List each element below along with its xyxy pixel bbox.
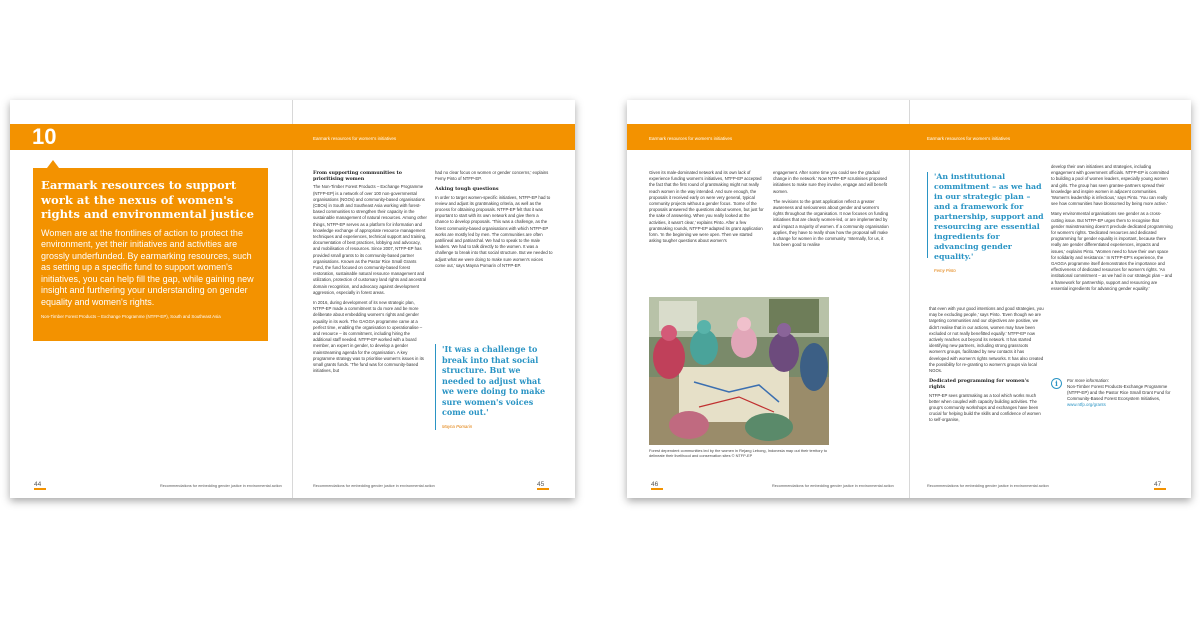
page-number-rule: [1154, 488, 1166, 490]
pull-quote: [934, 172, 1046, 276]
page-number-rule: [651, 488, 663, 490]
section-heading: Asking tough questions: [435, 186, 499, 193]
section-heading: From supporting communities to prioritising women: [313, 170, 402, 183]
pull-quote-author: Femy Pinto: [934, 268, 956, 273]
callout-source: Non-Timber Forest Products – Exchange Programme (NTFP-EP), South and Southeast Asia: [41, 314, 221, 319]
text-column-1: [649, 170, 765, 248]
page-number-right: 45: [537, 481, 545, 488]
paragraph: Given its male-dominated network and its own lack of experience funding women's initiatives, NTFP-EP accepted the fact that the first round of grantmaking might not really reach women in the way intended. And sure enough, the proposals it received early on were very general, typical community projects without a gender focus. 'Some of the proposals answered the questions about women, but just for the sake of answering. When you really looked at the activities, it wasn't clear,' explains Pinto. After a few grantmaking rounds, NTFP-EP adapted its grant application form. 'In the beginning we were open. Then we started asking tougher questions about women's: [649, 170, 764, 244]
page-footer: Recommendations for embedding gender justice in environmental action: [772, 484, 894, 488]
spread-pages-44-45: [10, 100, 575, 498]
pull-quote-author: Mayna Pomarin: [442, 423, 473, 429]
paragraph: engagement. After some time you could see the gradual change in the network.' Now NTFP-EP scrutinises proposed initiatives to make sure they involve, engage and will benefit women.: [773, 170, 887, 194]
section-heading: Dedicated programming for women's rights: [929, 378, 1029, 391]
paragraph: Many environmental organisations see gender as a cross-cutting issue. But NTFP-EP urges them to recognise that gender mainstreaming doesn't preclude dedicated programming for women's rights. 'Dedicated resources and dedicated programming for gender equality is important, because there really are gender differentiated experiences, impacts and issues,' explains Pinto. 'Women need to have their own space for solidarity and resistance.' In NTFP-EP's experience, the GAGGA programme itself demonstrates the importance and effectiveness of dedicated resources for women's rights. 'An institutional commitment – as we had in our strategic plan – and a framework for partnership, support and resourcing are essential ingredients for advancing gender equality.': [1051, 211, 1173, 291]
spread-pages-46-47: [627, 100, 1191, 498]
info-link[interactable]: www.ntfp.org/grants: [1067, 402, 1106, 407]
info-icon: i: [1051, 378, 1062, 389]
page-gutter: [909, 100, 910, 498]
callout-title: Earmark resources to support work at the nexus of women's rights and environmental justice: [41, 178, 254, 221]
photo-caption: Forest dependent communities led by the women in Rejang Lebong, Indonesia map out their territory to delineate their livelihood and conservation sites © NTFP-EP: [649, 448, 827, 458]
text-column-4: [1051, 164, 1173, 296]
page-footer: Recommendations for embedding gender justice in environmental action: [313, 484, 435, 488]
chapter-header-bar: [10, 124, 575, 150]
callout-box: [33, 168, 268, 341]
page-number-left: 44: [34, 481, 42, 488]
callout-pointer: [47, 160, 59, 168]
text-column-2: [435, 170, 553, 273]
callout-lead: Women are at the frontlines of action to protect the environment, yet their initiatives and activities are grossly underfunded. By earmarking resources, such as setting up a specific fund to support women's initiatives, you can help fill the gap, while gaining new insight and furthering your understanding on gender equality and women's rights.: [41, 227, 254, 307]
paragraph: NTFP-EP sees grantmaking as a tool which works much better when coupled with capacity building activities. The group's community workshops and exchanges have been crucial for helping build the skills and confidence of women to self-organise,: [929, 392, 1041, 423]
page-number-right: 47: [1154, 481, 1162, 488]
chapter-number: 10: [32, 124, 57, 149]
photo-illustration: [649, 297, 829, 445]
text-column-3: [929, 306, 1044, 428]
text-column-1: [313, 170, 428, 379]
page-number-left: 46: [651, 481, 659, 488]
page-footer: Recommendations for embedding gender justice in environmental action: [927, 484, 1049, 488]
running-head: Earmark resources for women's initiatives: [313, 136, 397, 141]
pull-quote: [442, 344, 554, 432]
info-text: [1067, 378, 1171, 408]
paragraph: that even with your good intentions and good strategies, you may be excluding people,' says Pinto. 'Even though we are targeting communities and our objectives are positive, we didn't realise that in our actions, women may have been excluded or not really benefitted equally.' NTFP-EP now actively reaches out beyond its network. It has started identifying new partners, including strong grassroots women's groups, facilitated by new contacts it has developed with women's rights networks. It has also created the possibility for re-granting to women's groups via local NGOs.: [929, 306, 1044, 374]
page-number-rule: [34, 488, 46, 490]
text-column-2: [773, 170, 889, 252]
paragraph: The revisions to the grant application reflect a greater awareness and seriousness about gender and women's rights throughout the organisation. It now focuses on funding initiatives that are clearly women-led, or are implemented by and impact a majority of women. If a community organisation applies, they have to really show how the proposal will make a change for women in the community. 'Internally, for us, it has been good to realise: [773, 198, 889, 248]
page-gutter: [292, 100, 293, 498]
photo-women-mapping-territory: [649, 297, 829, 445]
page-footer: Recommendations for embedding gender justice in environmental action: [160, 484, 282, 488]
paragraph: The Non-Timber Forest Products – Exchange Programme (NTFP-EP) is a network of over 100 non-governmental organisations (NGOs) and community-based organisations (CBOs) in South and Southeast Asia working with forest-based communities to strengthen their capacity in the sustainable management of natural resources. Among other things, NTFP-EP serves as a platform for information and knowledge exchange of appropriate resource management techniques and experiences, technical support and training, documentation of best practices, lobbying and advocacy, and mobilisation of resources. Since 2007, NTFP-EP has provided small grants to its community-based partner organisations. Known as the Pastor Rice Small Grants Fund, the fund focused on community-based forest restoration, sustainable natural resource management and utilization, protection of customary land rights and ancestral domain recognition, and advocacy against development aggression, especially in forest areas.: [313, 184, 427, 295]
running-head: Earmark resources for women's initiatives: [927, 136, 1011, 141]
pull-quote-text: 'An institutional commitment – as we had in our strategic plan – and a framework for partnership, support and resourcing are essential ingredients for advancing gender equality.': [934, 172, 1044, 261]
paragraph: develop their own initiatives and strategies, including engagement with government officials. NTFP-EP is committed to building a pool of women leaders, especially young women and girls. The group has seen grantee-partners spread their knowledge and inspire women in adjacent communities. 'Women's leadership is infectious,' says Pinto. 'You can really see how communities have blossomed by being more active.': [1051, 164, 1170, 207]
quote-rule: [435, 344, 436, 430]
pull-quote-text: 'It was a challenge to break into that social structure. But we needed to adjust what we were doing to make sure women's voices come out.': [442, 344, 546, 417]
page-number-rule: [537, 488, 549, 490]
running-head: Earmark resources for women's initiatives: [649, 136, 733, 141]
info-heading: For more information:: [1067, 378, 1109, 383]
paragraph: In order to target women-specific initiatives, NTFP-EP had to review and adjust its grantmaking criteria, as well as the process for obtaining proposals. NTFP-EP felt that it was important to start with its own network and give them a chance to develop proposals. 'This was a challenge, as the forest community-based organisations with which NTFP-EP works are mostly led by men. The communities are often patrilineal and patriarchal. We had to speak to the male leaders. We had to talk directly to the women. It was a challenge to break into that social structure. But we needed to adjust what we were doing to make sure women's voices come out,' says Mayna Pomarin of NTFP-EP.: [435, 194, 553, 268]
info-body: Non-Timber Forest Products-Exchange Programme (NTFP-EP) and the Pastor Rice Small Grant Fund for Community-Based Forest Ecosystem Initiatives,: [1067, 384, 1171, 401]
quote-rule: [927, 172, 928, 258]
paragraph: had no clear focus on women or gender concerns,' explains Femy Pinto of NTFP-EP.: [435, 170, 549, 182]
paragraph: In 2016, during development of its new strategic plan, NTFP-EP made a commitment to do more and be more deliberate about embedding women's rights and gender equality in its work. The GAGGA programme came at a perfect time, enabling the organisation to operationalise – and resource – its commitment, including hiring the additional staff needed. NTFP-EP worked with a board member, an expert in gender, to develop a gender mainstreaming agenda for the organisation. A key programme strategy was to prioritise women's issues in its small grants funds. 'The fund was for community-based initiatives, but: [313, 300, 424, 374]
